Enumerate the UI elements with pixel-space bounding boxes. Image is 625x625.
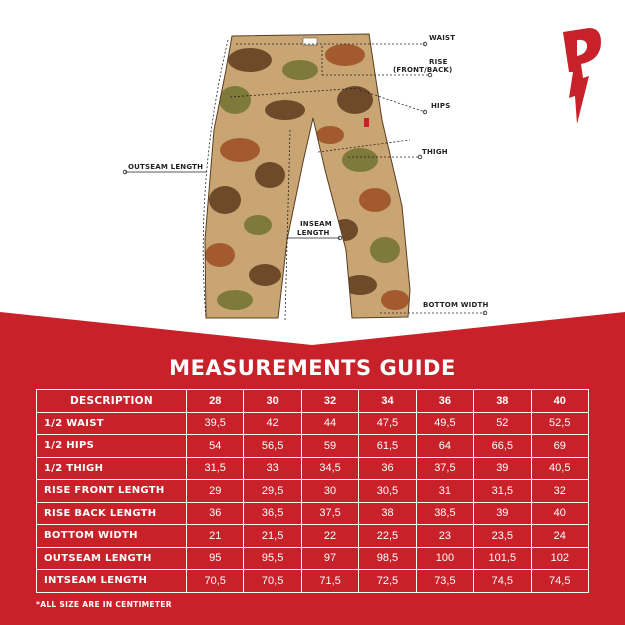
table-cell: 54	[187, 435, 244, 458]
table-cell: 64	[416, 435, 473, 458]
table-row	[37, 412, 589, 435]
size-header: 32	[301, 390, 358, 413]
row-label: OUTSEAM LENGTH	[37, 547, 187, 570]
table-cell: 102	[531, 547, 588, 570]
table-cell: 42	[244, 412, 301, 435]
table-cell: 30	[301, 480, 358, 503]
row-label: 1/2 HIPS	[37, 435, 187, 458]
page-title: MEASUREMENTS GUIDE	[169, 356, 456, 380]
table-cell: 22	[301, 525, 358, 548]
table-cell: 52,5	[531, 412, 588, 435]
table-cell: 24	[531, 525, 588, 548]
description-header: DESCRIPTION	[37, 390, 187, 413]
table-cell: 59	[301, 435, 358, 458]
table-cell: 39	[474, 502, 531, 525]
table-row	[37, 435, 589, 458]
size-header: 36	[416, 390, 473, 413]
row-label: BOTTOM WIDTH	[37, 525, 187, 548]
table-cell: 33	[244, 457, 301, 480]
table-cell: 29	[187, 480, 244, 503]
table-cell: 29,5	[244, 480, 301, 503]
table-cell: 101,5	[474, 547, 531, 570]
side-red-tab	[364, 118, 369, 127]
table-row	[37, 480, 589, 503]
table-cell: 23	[416, 525, 473, 548]
rise-sub-callout: (FRONT/BACK)	[393, 66, 453, 74]
table-cell: 31,5	[187, 457, 244, 480]
table-cell: 70,5	[187, 570, 244, 593]
size-header: 28	[187, 390, 244, 413]
lightning-p-logo-icon	[559, 26, 603, 126]
table-cell: 56,5	[244, 435, 301, 458]
table-row	[37, 547, 589, 570]
rise-callout: RISE	[429, 58, 448, 66]
table-cell: 23,5	[474, 525, 531, 548]
table-cell: 36	[187, 502, 244, 525]
bottom-width-callout: BOTTOM WIDTH	[423, 301, 489, 309]
table-cell: 34,5	[301, 457, 358, 480]
table-cell: 66,5	[474, 435, 531, 458]
table-cell: 37,5	[301, 502, 358, 525]
table-cell: 100	[416, 547, 473, 570]
table-cell: 74,5	[474, 570, 531, 593]
table-cell: 39,5	[187, 412, 244, 435]
table-cell: 37,5	[416, 457, 473, 480]
hips-callout: HIPS	[431, 102, 451, 110]
row-label: RISE BACK LENGTH	[37, 502, 187, 525]
size-header: 30	[244, 390, 301, 413]
size-header: 34	[359, 390, 416, 413]
table-cell: 36	[359, 457, 416, 480]
table-cell: 38	[359, 502, 416, 525]
table-row	[37, 502, 589, 525]
table-cell: 31	[416, 480, 473, 503]
table-cell: 21,5	[244, 525, 301, 548]
table-cell: 70,5	[244, 570, 301, 593]
camo-pattern	[190, 30, 420, 325]
table-cell: 49,5	[416, 412, 473, 435]
table-cell: 44	[301, 412, 358, 435]
table-cell: 52	[474, 412, 531, 435]
table-cell: 98,5	[359, 547, 416, 570]
table-cell: 95,5	[244, 547, 301, 570]
table-cell: 36,5	[244, 502, 301, 525]
table-cell: 38,5	[416, 502, 473, 525]
table-cell: 39	[474, 457, 531, 480]
size-header: 38	[474, 390, 531, 413]
inseam-callout: INSEAM	[300, 220, 332, 228]
table-cell: 40	[531, 502, 588, 525]
row-label: 1/2 WAIST	[37, 412, 187, 435]
table-cell: 47,5	[359, 412, 416, 435]
row-label: RISE FRONT LENGTH	[37, 480, 187, 503]
table-cell: 69	[531, 435, 588, 458]
table-cell: 95	[187, 547, 244, 570]
table-cell: 74,5	[531, 570, 588, 593]
table-row	[37, 570, 589, 593]
table-cell: 71,5	[301, 570, 358, 593]
table-header-row	[37, 390, 589, 413]
table-cell: 72,5	[359, 570, 416, 593]
row-label: INTSEAM LENGTH	[37, 570, 187, 593]
outseam-callout: OUTSEAM LENGTH	[128, 163, 204, 171]
table-cell: 73,5	[416, 570, 473, 593]
row-label: 1/2 THIGH	[37, 457, 187, 480]
table-cell: 31,5	[474, 480, 531, 503]
size-header: 40	[531, 390, 588, 413]
table-cell: 32	[531, 480, 588, 503]
inseam-sub-callout: LENGTH	[297, 229, 330, 237]
table-cell: 21	[187, 525, 244, 548]
table-cell: 22,5	[359, 525, 416, 548]
table-cell: 40,5	[531, 457, 588, 480]
table-row	[37, 525, 589, 548]
table-cell: 97	[301, 547, 358, 570]
thigh-callout: THIGH	[422, 148, 448, 156]
size-table	[36, 389, 589, 593]
table-cell: 30,5	[359, 480, 416, 503]
table-row	[37, 457, 589, 480]
waist-callout: WAIST	[429, 34, 456, 42]
footnote: *ALL SIZE ARE IN CENTIMETER	[36, 600, 172, 609]
table-cell: 61,5	[359, 435, 416, 458]
